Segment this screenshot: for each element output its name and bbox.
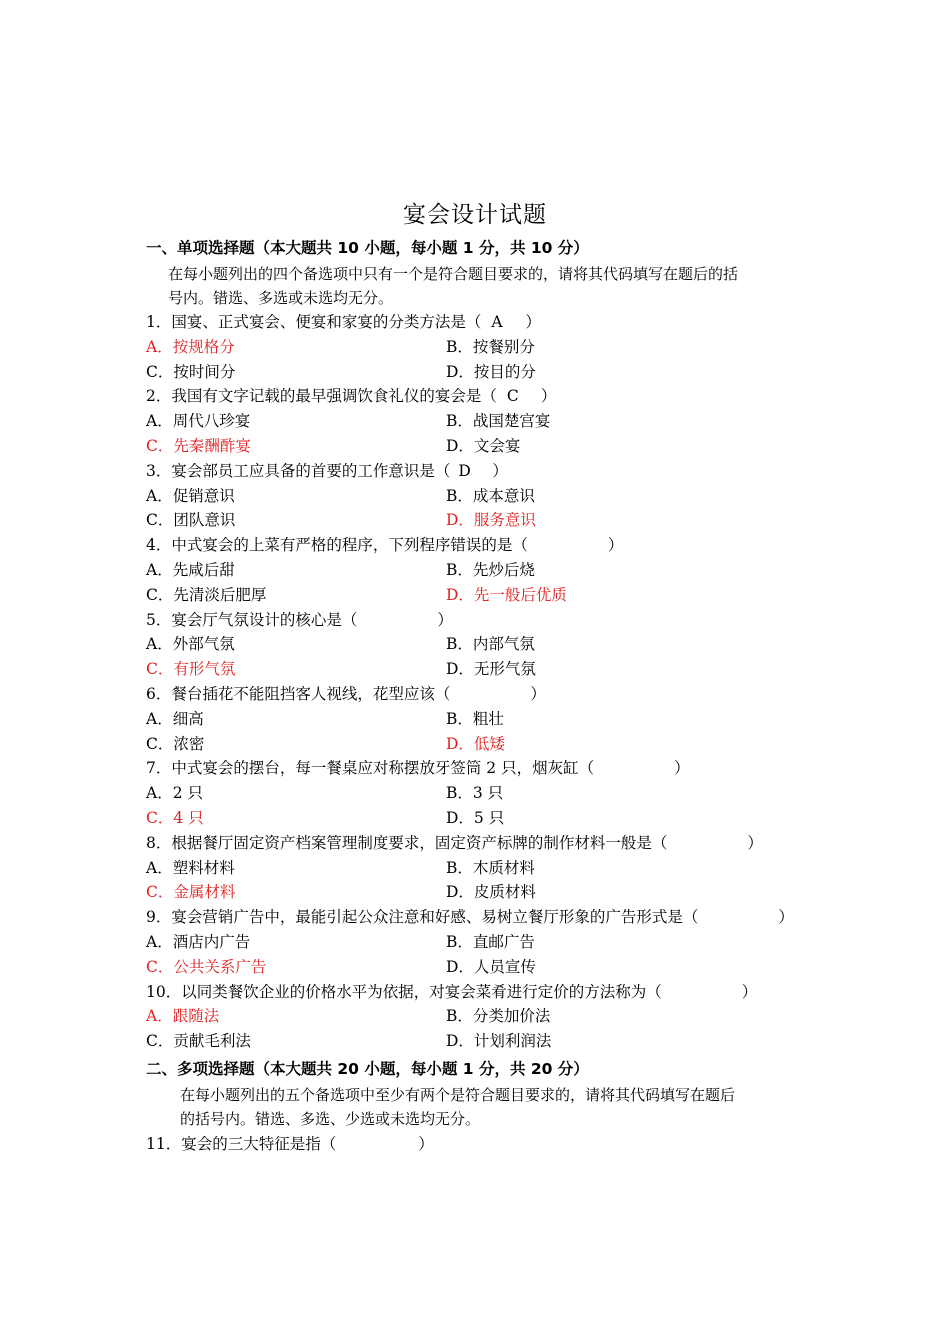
- question-stem: [146, 907, 794, 927]
- section1-instruction-line2: 号内。错选、多选或未选均无分。: [168, 289, 394, 307]
- option-c: C．浓密: [146, 734, 205, 753]
- question-close-paren: ）: [741, 982, 758, 1001]
- question-close-paren: ）: [540, 387, 557, 406]
- question-stem: [146, 684, 546, 704]
- option-d: D．计划利润法: [446, 1032, 552, 1051]
- option-b: B．直邮广告: [446, 933, 535, 951]
- option-a: A．细高: [146, 709, 204, 728]
- option-d: D．低矮: [446, 734, 505, 753]
- option-c: C．贡献毛利法: [146, 1032, 251, 1051]
- question-stem-text: 10．以同类餐饮企业的价格水平为依据，对宴会菜肴进行定价的方法称为（: [146, 982, 662, 1001]
- section1-instruction-line1: 在每小题列出的四个备选项中只有一个是符合题目要求的，请将其代码填写在题后的括: [168, 265, 739, 283]
- option-a: A．塑料材料: [146, 858, 235, 877]
- section1-heading: 一、单项选择题（本大题共 10 小题，每小题 1 分，共 10 分）: [146, 239, 589, 257]
- question-stem-text: 4．中式宴会的上菜有严格的程序，下列程序错误的是（: [146, 536, 528, 555]
- question-close-paren: ）: [437, 610, 453, 629]
- question-close-paren: ）: [525, 313, 541, 331]
- option-d: D．文会宴: [446, 437, 521, 455]
- question-stem-text: 3．宴会部员工应具备的首要的工作意识是（: [146, 461, 451, 480]
- option-a: A．跟随法: [146, 1007, 220, 1026]
- option-a: A．促销意识: [146, 486, 235, 505]
- section2-heading: 二、多项选择题（本大题共 20 小题，每小题 1 分，共 20 分）: [146, 1060, 589, 1078]
- option-c: C．团队意识: [146, 511, 236, 530]
- option-d: D．先一般后优质: [446, 585, 567, 604]
- section2-instruction-line2: 的括号内。错选、多选、少选或未选均无分。: [180, 1110, 481, 1128]
- option-a: A．酒店内广告: [146, 933, 251, 951]
- option-b: B．木质材料: [446, 858, 535, 877]
- option-b: B．内部气氛: [446, 635, 535, 654]
- question-close-paren: ）: [747, 833, 763, 852]
- question-close-paren: ）: [674, 759, 690, 778]
- answer-blank: D: [458, 461, 471, 480]
- option-c: C．按时间分: [146, 362, 236, 381]
- option-b: B．先炒后烧: [446, 561, 535, 579]
- question-stem: [146, 982, 757, 1002]
- question-stem-text: 9．宴会营销广告中，最能引起公众注意和好感、易树立餐厅形象的广告形式是（: [146, 908, 699, 927]
- question-stem: [146, 535, 623, 555]
- option-b: B．分类加价法: [446, 1007, 551, 1026]
- question-11-stem: [146, 1134, 434, 1154]
- option-d: D．按目的分: [446, 362, 536, 381]
- question-stem-text: 1．国宴、正式宴会、便宴和家宴的分类方法是（: [146, 313, 482, 331]
- question-stem: [146, 312, 541, 332]
- option-d: D．5 只: [446, 809, 505, 827]
- option-a: A．周代八珍宴: [146, 412, 251, 431]
- option-a: A．按规格分: [146, 337, 235, 356]
- option-c: C．先秦酬酢宴: [146, 437, 251, 455]
- question-close-paren: ）: [607, 536, 624, 555]
- question-stem-text: 6．餐台插花不能阻挡客人视线，花型应该（: [146, 685, 451, 703]
- question-close-paren: ）: [418, 1135, 434, 1153]
- option-a: A．外部气氛: [146, 635, 235, 654]
- question-close-paren: ）: [530, 685, 546, 703]
- option-d: D．皮质材料: [446, 883, 536, 902]
- option-b: B．3 只: [446, 784, 504, 803]
- question-stem-text: 8．根据餐厅固定资产档案管理制度要求，固定资产标牌的制作材料一般是（: [146, 833, 668, 852]
- question-stem-text: 2．我国有文字记载的最早强调饮食礼仪的宴会是（: [146, 387, 497, 406]
- option-d: D．无形气氛: [446, 660, 536, 679]
- answer-blank: A: [491, 313, 503, 331]
- option-c: C．金属材料: [146, 883, 236, 902]
- option-b: B．战国楚宫宴: [446, 412, 551, 431]
- question-stem: [146, 461, 508, 481]
- option-c: C．有形气氛: [146, 660, 236, 679]
- question-stem: [146, 386, 556, 406]
- option-d: D．人员宣传: [446, 957, 536, 976]
- question-stem-text: 5．宴会厅气氛设计的核心是（: [146, 610, 358, 629]
- section2-instruction-line1: 在每小题列出的五个备选项中至少有两个是符合题目要求的，请将其代码填写在题后: [180, 1086, 736, 1104]
- answer-blank: C: [506, 387, 519, 406]
- question-stem: [146, 610, 453, 630]
- question-stem-text: 11．宴会的三大特征是指（: [146, 1135, 337, 1153]
- question-close-paren: ）: [778, 908, 794, 927]
- exam-title: 宴会设计试题: [403, 202, 547, 228]
- question-stem-text: 7．中式宴会的摆台，每一餐桌应对称摆放牙签筒 2 只，烟灰缸（: [146, 759, 595, 778]
- option-c: C．4 只: [146, 809, 204, 827]
- question-stem: [146, 758, 690, 778]
- question-close-paren: ）: [492, 461, 508, 480]
- option-b: B．粗壮: [446, 709, 504, 728]
- option-a: A．先咸后甜: [146, 561, 235, 579]
- option-d: D．服务意识: [446, 511, 536, 530]
- option-a: A．2 只: [146, 784, 203, 803]
- option-c: C．公共关系广告: [146, 957, 267, 976]
- option-b: B．成本意识: [446, 486, 535, 505]
- option-c: C．先清淡后肥厚: [146, 585, 267, 604]
- question-stem: [146, 833, 763, 853]
- option-b: B．按餐别分: [446, 337, 535, 356]
